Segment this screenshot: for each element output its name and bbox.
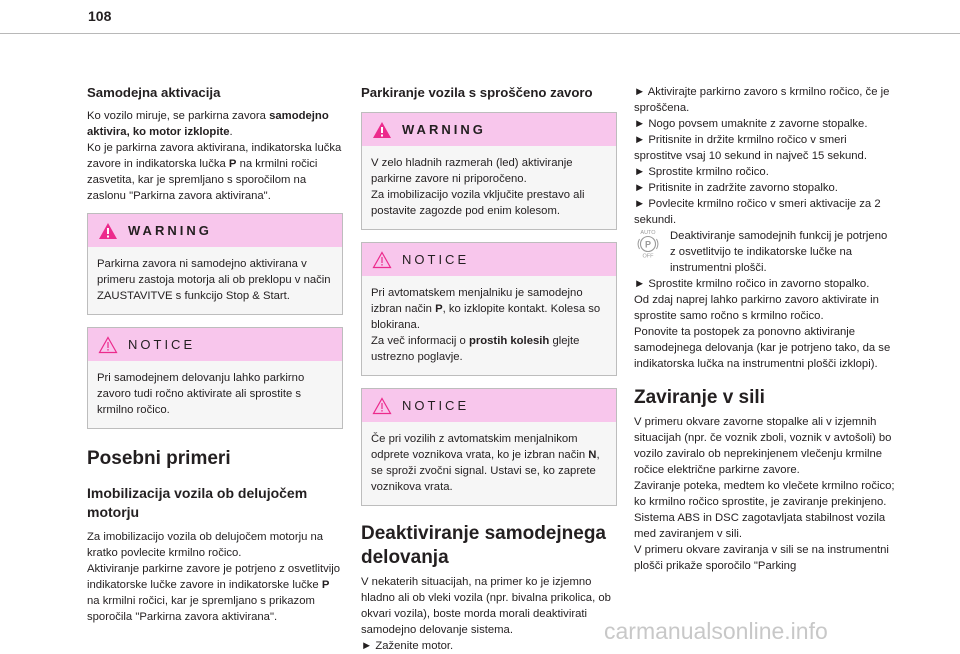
column-2 — [361, 84, 617, 654]
paragraph-zaviranje-4: V primeru okvare zaviranja v sili se na instrumentni plošči prikaže sporočilo "Parking — [634, 544, 889, 572]
notice-box — [87, 327, 343, 429]
heading-posebni-primeri: Posebni primeri — [87, 448, 231, 469]
watermark: carmanualsonline.info — [604, 618, 828, 644]
warning-triangle-icon — [372, 121, 392, 139]
warning-text: Parkirna zavora ni samodejno aktivirana v primeru zastoja motorja ali ob preklopu v način ZAUSTAVITVE s funkcijo Stop & Start. — [97, 258, 331, 302]
paragraph-zaviranje-1: V primeru okvare zavorne stopalke ali v izjemnih situacijah (npr. če voznik zboli, voznik v avtošoli) bo vozilo zaviralo ob neprekinjenem vlečenju krmilne ročice električne parkirne zavore. — [634, 416, 892, 476]
notice-text: Pri samodejnem delovanju lahko parkirno zavoro tudi ročno aktivirate ali sprostite s krmilno ročico. — [97, 372, 305, 416]
notice-header — [362, 243, 616, 276]
step-5: ► Pritisnite in zadržite zavorno stopalko. — [634, 182, 838, 194]
warning-label: WARNING — [402, 122, 486, 137]
paragraph-zaviranje-2: Zaviranje poteka, medtem ko vlečete krmilno ročico; ko krmilno ročico sprostite, je zaviranje prekinjeno. — [634, 480, 895, 508]
notice-header — [362, 389, 616, 422]
paragraph-zaviranje-3: Sistema ABS in DSC zagotavljata stabilnost vozila med zaviranjem v sili. — [634, 512, 886, 540]
paragraph-auto-activation: Ko vozilo miruje, se parkirna zavora samodejno aktivira, ko motor izklopite. — [87, 110, 329, 138]
page-number: 108 — [88, 8, 112, 24]
heading-samodejna-aktivacija: Samodejna aktivacija — [87, 85, 221, 100]
svg-text:OFF: OFF — [642, 253, 654, 258]
heading-imobilizacija: Imobilizacija vozila ob delujočem motorju — [87, 485, 308, 520]
warning-text-2: Za imobilizacijo vozila vključite prestavo ali postavite zagozde pod enim kolesom. — [371, 189, 585, 217]
warning-header — [362, 113, 616, 146]
step-zagon: ► Zaženite motor. — [361, 640, 454, 652]
svg-text:P: P — [644, 239, 652, 250]
notice-label: NOTICE — [128, 337, 196, 352]
notice-triangle-icon — [372, 251, 392, 269]
step-4: ► Sprostite krmilno ročico. — [634, 166, 769, 178]
notice-label: NOTICE — [402, 398, 470, 413]
step-1: ► Aktivirajte parkirno zavoro s krmilno ročico, če je sproščena. — [634, 86, 890, 114]
notice-text-1: Pri avtomatskem menjalniku je samodejno izbran način P, ko izklopite kontakt. Kolesa so blokirana. — [371, 287, 601, 331]
warning-header — [88, 214, 342, 247]
heading-sprosceno: Parkiranje vozila s sproščeno zavoro — [361, 85, 593, 100]
column-3 — [634, 84, 896, 574]
notice-box — [361, 242, 617, 376]
notice-text-2: Za več informacij o prostih kolesih glejte ustrezno poglavje. — [371, 335, 580, 363]
warning-text-1: V zelo hladnih razmerah (led) aktiviranje parkirne zavore ni priporočeno. — [371, 157, 573, 185]
paragraph-imobilizacija: Za imobilizacijo vozila ob delujočem motorju na kratko povlecite krmilno ročico. — [87, 531, 324, 559]
heading-deaktiviranje: Deaktiviranje samodejnega delovanja — [361, 523, 606, 568]
paragraph-aktiviranje: Aktiviranje parkirne zavore je potrjeno z osvetlitvijo indikatorske lučke zavore in indikatorske lučke P na krmilni ročici, kar je spremljano s prikazom sporočila "Parkirna zavora aktivirana". — [87, 563, 341, 623]
notice-box — [361, 388, 617, 506]
warning-box — [87, 213, 343, 315]
notice-label: NOTICE — [402, 252, 470, 267]
paragraph-ponovite: Ponovite ta postopek za ponovno aktiviranje samodejnega delovanja (kar je potrjeno tako, da se indikatorska lučka na instrumentni plošči izklopi). — [634, 326, 891, 370]
step-3: ► Pritisnite in držite krmilno ročico v smeri sprostitve vsaj 10 sekund in največ 15 sekund. — [634, 134, 867, 162]
warning-box — [361, 112, 617, 230]
notice-triangle-icon — [98, 336, 118, 354]
step-7: ► Sprostite krmilno ročico in zavorno stopalko. — [634, 278, 870, 290]
parking-auto-off-icon — [634, 228, 662, 258]
header-divider — [0, 33, 960, 34]
paragraph-indicator: Ko je parkirna zavora aktivirana, indikatorska lučka zavore in indikatorska lučka P na krmilni ročici zasvetita, kar je spremljano s sporočilom na zaslonu "Parkirna zavora aktivirana". — [87, 142, 342, 202]
paragraph-deaktiviranje: V nekaterih situacijah, na primer ko je izjemno hladno ali ob vleki vozila (npr. bivalna prikolica, ob okvari vozila), boste morda morali deaktivirati samodejno delovanje sistema. — [361, 576, 611, 636]
auto-off-note — [634, 228, 896, 276]
notice-header — [88, 328, 342, 361]
step-2: ► Nogo povsem umaknite z zavorne stopalke. — [634, 118, 868, 130]
column-1 — [87, 84, 343, 625]
warning-label: WARNING — [128, 223, 212, 238]
svg-text:AUTO: AUTO — [640, 230, 656, 236]
warning-triangle-icon — [98, 222, 118, 240]
paragraph-manual: Od zdaj naprej lahko parkirno zavoro aktivirate in sprostite samo ročno s krmilno ročico. — [634, 294, 879, 322]
heading-zaviranje-v-sili: Zaviranje v sili — [634, 387, 765, 408]
auto-off-text: Deaktiviranje samodejnih funkcij je potrjeno z osvetlitvijo te indikatorske lučke na instrumentni plošči. — [670, 230, 888, 274]
notice-triangle-icon — [372, 397, 392, 415]
step-6: ► Povlecite krmilno ročico v smeri aktivacije za 2 sekundi. — [634, 198, 881, 226]
notice-text: Če pri vozilih z avtomatskim menjalnikom odprete voznikova vrata, ko je izbran način N, se sproži zvočni signal. Ustavi se, ko zaprete voznikova vrata. — [371, 433, 600, 493]
